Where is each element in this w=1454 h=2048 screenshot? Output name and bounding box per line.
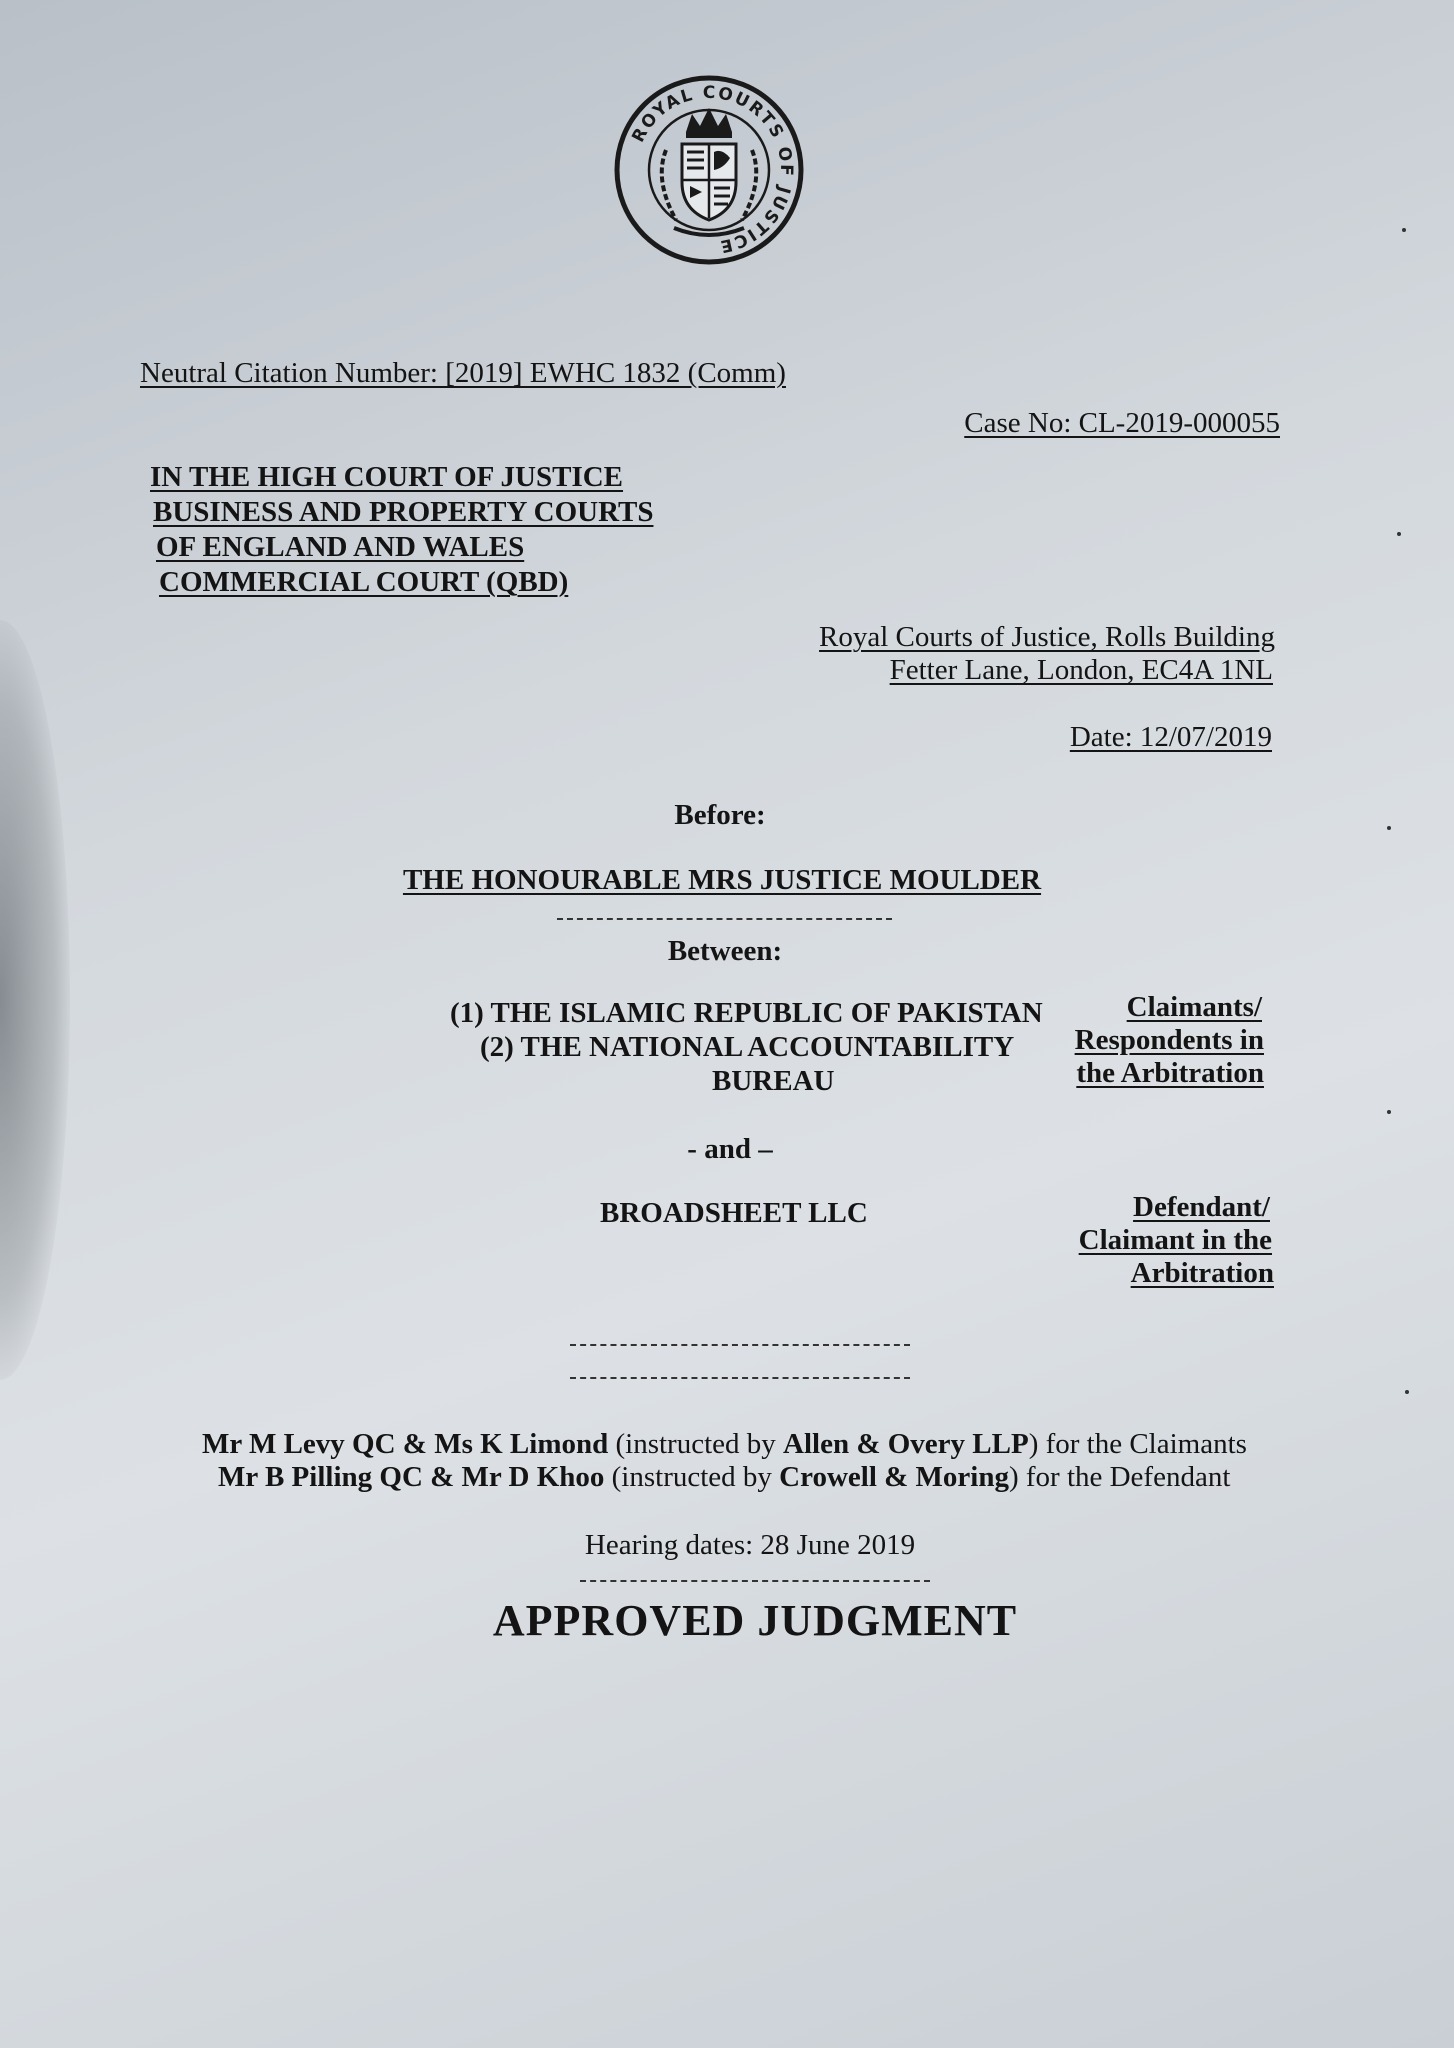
claimant-role-1: Claimants/ (1126, 991, 1262, 1023)
binder-hole-mark (1387, 826, 1391, 830)
judge-name: THE HONOURABLE MRS JUSTICE MOULDER (402, 864, 1042, 896)
counsel-claimants-names: Mr M Levy QC & Ms K Limond (202, 1428, 609, 1460)
counsel-claimants-firm: Allen & Overy LLP (783, 1428, 1029, 1460)
counsel-defendant-end: ) for the Defendant (1008, 1461, 1231, 1493)
separator-dashes (557, 918, 892, 920)
neutral-citation: Neutral Citation Number: [2019] EWHC 1832 (Comm) (140, 357, 786, 389)
before-label: Before: (674, 799, 766, 831)
separator-dashes (570, 1344, 910, 1346)
crest-motto: ROYAL COURTS OF JUSTICE (628, 82, 797, 257)
and-label: - and – (687, 1133, 773, 1165)
claimant-line-3: BUREAU (712, 1065, 835, 1097)
judgment-title: APPROVED JUDGMENT (492, 1596, 1018, 1645)
defendant-role-2: Claimant in the (1078, 1224, 1272, 1256)
address-line-1: Royal Courts of Justice, Rolls Building (819, 621, 1275, 653)
counsel-claimants (202, 1427, 1247, 1461)
hand-shadow (0, 620, 70, 1380)
judgment-date: Date: 12/07/2019 (1069, 721, 1272, 753)
court-line-1: IN THE HIGH COURT OF JUSTICE (150, 461, 624, 493)
counsel-claimants-end: ) for the Claimants (1028, 1428, 1247, 1460)
counsel-defendant-mid: (instructed by (604, 1461, 780, 1493)
binder-hole-mark (1397, 532, 1401, 536)
claimant-role-2: Respondents in (1074, 1024, 1264, 1056)
separator-dashes (580, 1580, 930, 1582)
counsel-defendant (218, 1460, 1230, 1494)
separator-dashes (570, 1377, 910, 1379)
defendant-role-3: Arbitration (1130, 1257, 1274, 1289)
court-line-3: OF ENGLAND AND WALES (156, 531, 525, 563)
counsel-claimants-mid: (instructed by (608, 1428, 784, 1460)
case-number: Case No: CL-2019-000055 (964, 407, 1280, 439)
between-label: Between: (667, 935, 783, 967)
binder-hole-mark (1405, 1390, 1409, 1394)
counsel-defendant-names: Mr B Pilling QC & Mr D Khoo (218, 1461, 605, 1493)
royal-courts-crest-icon (614, 70, 804, 270)
counsel-defendant-firm: Crowell & Moring (779, 1461, 1009, 1493)
defendant-name: BROADSHEET LLC (600, 1197, 868, 1229)
binder-hole-mark (1387, 1110, 1391, 1114)
hearing-dates: Hearing dates: 28 June 2019 (584, 1529, 916, 1561)
address-line-2: Fetter Lane, London, EC4A 1NL (889, 654, 1273, 686)
binder-hole-mark (1402, 228, 1406, 232)
claimant-role-3: the Arbitration (1076, 1057, 1264, 1089)
court-line-2: BUSINESS AND PROPERTY COURTS (153, 496, 654, 528)
claimant-line-1: (1) THE ISLAMIC REPUBLIC OF PAKISTAN (450, 997, 1043, 1029)
defendant-role-1: Defendant/ (1133, 1191, 1270, 1223)
claimant-line-2: (2) THE NATIONAL ACCOUNTABILITY (480, 1031, 1015, 1063)
court-line-4: COMMERCIAL COURT (QBD) (159, 566, 569, 598)
